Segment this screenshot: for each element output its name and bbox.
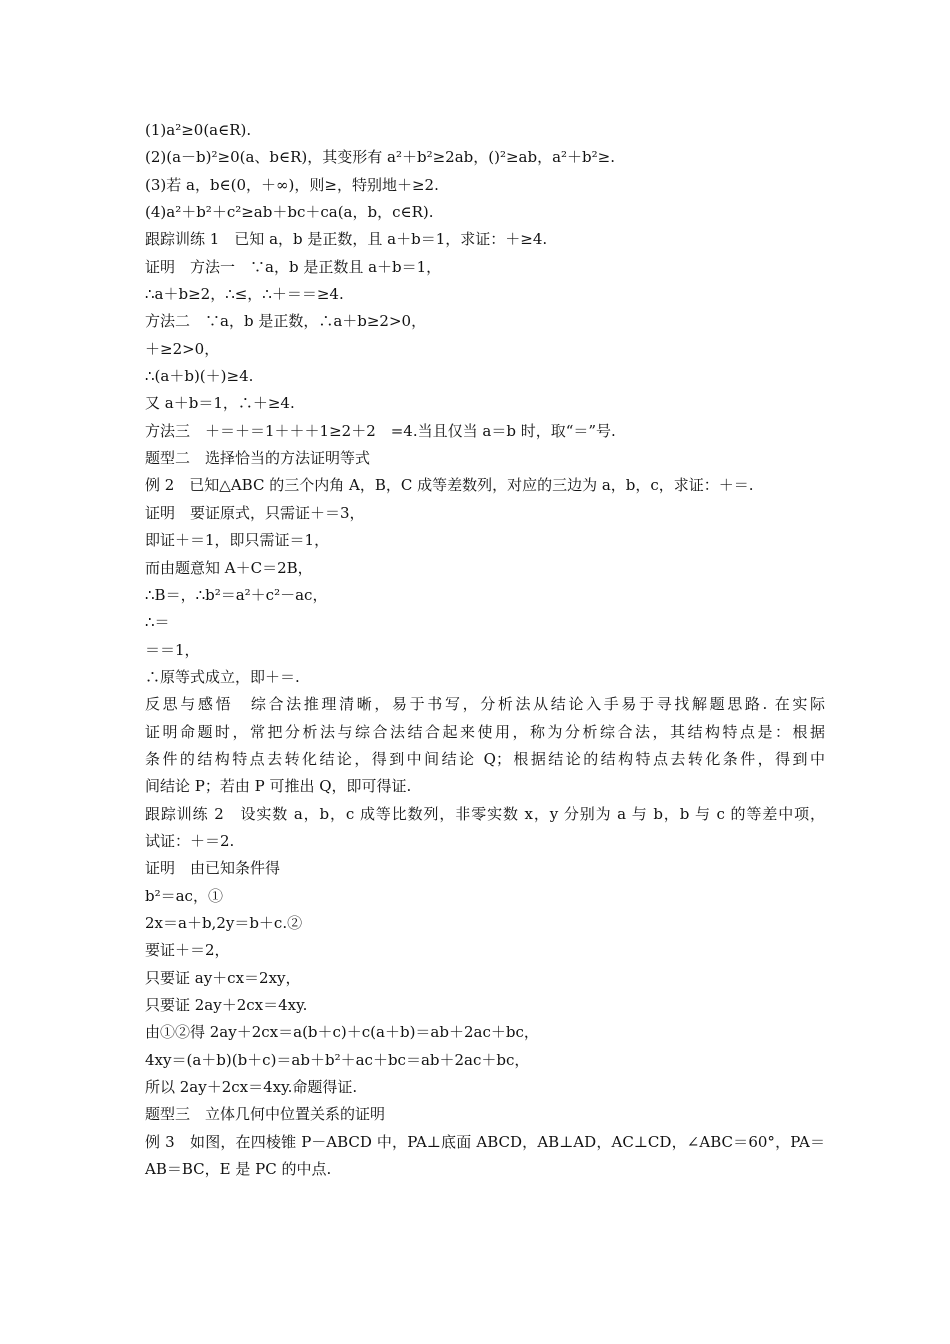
text-line: ∴a＋b≥2，∴≤，∴＋＝＝≥4.	[145, 285, 344, 304]
text-line: ＋≥2>0，	[145, 339, 220, 358]
text-line: 例 2 已知△ABC 的三个内角 A，B，C 成等差数列，对应的三边为 a，b，c，求证：＋＝.	[145, 476, 754, 495]
text-line: 试证：＋＝2.	[145, 831, 235, 850]
text-line: 方法二 ∵a，b 是正数，∴a＋b≥2>0，	[145, 312, 427, 331]
text-line: ＝＝1，	[145, 640, 200, 659]
text-line: 跟踪训练 1 已知 a，b 是正数，且 a＋b＝1，求证：＋≥4.	[145, 230, 548, 249]
text-line: 间结论 P；若由 P 可推出 Q，即可得证.	[145, 777, 412, 796]
section-heading: 题型二 选择恰当的方法证明等式	[145, 449, 371, 468]
text-line: 又 a＋b＝1，∴＋≥4.	[145, 394, 295, 413]
text-line: AB＝BC，E 是 PC 的中点.	[145, 1160, 332, 1179]
text-line: (4)a²＋b²＋c²≥ab＋bc＋ca(a，b，c∈R).	[145, 203, 434, 222]
text-line: ∴原等式成立，即＋＝.	[145, 667, 300, 686]
text-line: (3)若 a，b∈(0，＋∞)，则≥，特别地＋≥2.	[145, 175, 439, 194]
text-line: 而由题意知 A＋C＝2B，	[145, 558, 313, 577]
text-line: 证明命题时，常把分析法与综合法结合起来使用，称为分析综合法，其结构特点是：根据	[145, 722, 825, 741]
text-line: (1)a²≥0(a∈R).	[145, 121, 252, 139]
text-line: ∴B＝，∴b²＝a²＋c²－ac，	[145, 585, 328, 604]
text-line: 反思与感悟 综合法推理清晰，易于书写，分析法从结论入手易于寻找解题思路. 在实际	[145, 695, 825, 714]
text-line: 只要证 2ay＋2cx＝4xy.	[145, 996, 308, 1014]
text-line: b²＝ac，①	[145, 886, 223, 905]
document-body	[145, 117, 825, 1183]
text-line: 证明 由已知条件得	[145, 859, 281, 878]
text-line: 所以 2ay＋2cx＝4xy.命题得证.	[145, 1078, 358, 1097]
text-line: 例 3 如图，在四棱锥 P－ABCD 中，PA⊥底面 ABCD，AB⊥AD，AC⊥CD，∠ABC＝60°，PA＝	[145, 1132, 825, 1151]
text-line: 跟踪训练 2 设实数 a，b，c 成等比数列，非零实数 x，y 分别为 a 与 b，b 与 c 的等差中项，	[145, 804, 825, 823]
text-line: (2)(a－b)²≥0(a、b∈R)，其变形有 a²＋b²≥2ab，()²≥ab，a²＋b²≥.	[145, 148, 616, 167]
text-line: 条件的结构特点去转化结论，得到中间结论 Q；根据结论的结构特点去转化条件，得到中	[145, 749, 825, 768]
section-heading: 题型三 立体几何中位置关系的证明	[145, 1105, 386, 1124]
text-line: 4xy＝(a＋b)(b＋c)＝ab＋b²＋ac＋bc＝ab＋2ac＋bc，	[145, 1050, 530, 1069]
text-line: ∴＝	[145, 613, 170, 632]
text-line: 即证＋＝1，即只需证＝1，	[145, 531, 330, 550]
text-line: 只要证 ay＋cx＝2xy，	[145, 968, 301, 987]
text-line: 由①②得 2ay＋2cx＝a(b＋c)＋c(a＋b)＝ab＋2ac＋bc，	[145, 1023, 539, 1042]
text-line: 证明 方法一 ∵a，b 是正数且 a＋b＝1，	[145, 257, 442, 276]
text-line: ∴(a＋b)(＋)≥4.	[145, 367, 254, 386]
text-line: 2x＝a＋b,2y＝b＋c.②	[145, 913, 303, 932]
text-line: 方法三 ＋＝＋＝1＋＋＋1≥2＋2 =4.当且仅当 a＝b 时，取“＝”号.	[145, 421, 616, 440]
text-line: 证明 要证原式，只需证＋＝3，	[145, 503, 365, 522]
text-line: 要证＋＝2，	[145, 941, 230, 960]
